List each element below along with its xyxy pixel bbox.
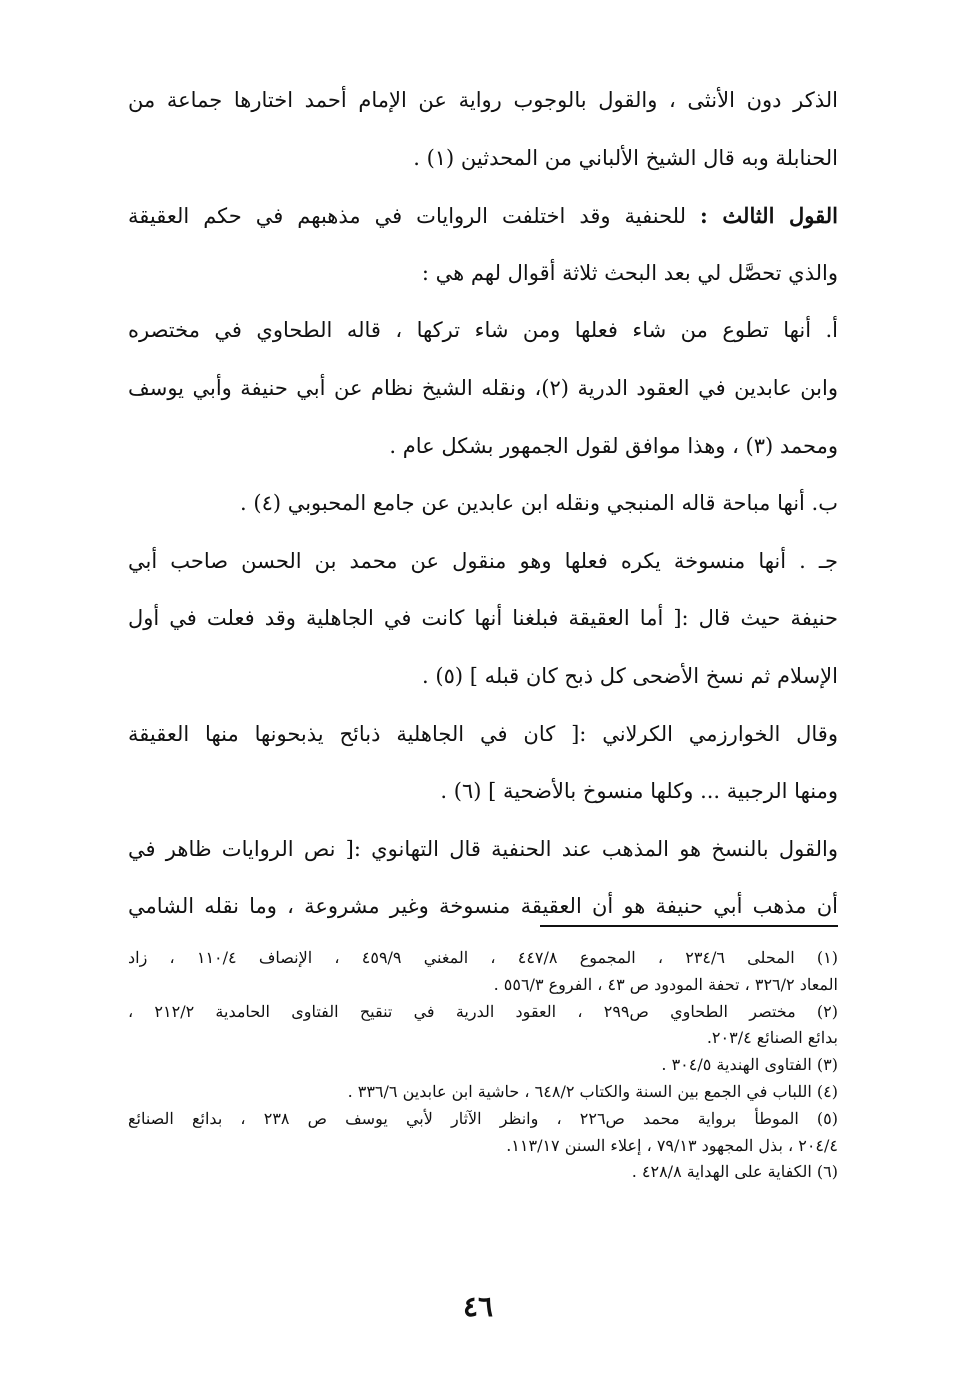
footnote-line-9: (٦) الكفاية على الهداية ٤٢٨/٨ . (631, 1162, 838, 1182)
footnote-line-3: (٢) مختصر الطحاوي ص٢٩٩ ، العقود الدرية في تنقيح الفتاوى الحامدية ٢١٢/٢ ، (128, 1001, 838, 1021)
footnotes (128, 945, 838, 1186)
text-line-7: ومحمد (٣) ، وهذا موافق لقول الجمهور بشكل عام . (389, 433, 838, 458)
text-line-11: الإسلام ثم نسخ الأضحى كل ذبح كان قبله ] (٥) . (422, 663, 838, 688)
text-line-2: الحنابلة وبه قال الشيخ الألباني من المحدثين (١) . (413, 145, 838, 170)
text-line-8: ب. أنها مباحة قاله المنبجي ونقله ابن عابدين عن جامع المحبوبي (٤) . (240, 491, 838, 516)
footnote-line-8: ٢٠٤/٤ ، بذل المجهود ٧٩/١٣ ، إعلاء السنن ١١٣/١٧. (506, 1135, 838, 1155)
text-line-14: والقول بالنسخ هو المذهب عند الحنفية قال التهانوي :[ نص الروايات ظاهر في (128, 836, 838, 861)
page-number: ٤٦ (462, 1290, 494, 1323)
footnote-line-1: (١) المحلى ٢٣٤/٦ ، المجموع ٤٤٧/٨ ، المغني ٤٥٩/٩ ، الإنصاف ١١٠/٤ ، زاد (128, 948, 838, 967)
main-text-body (128, 72, 838, 936)
footnote-line-7: (٥) الموطأ برواية محمد ص٢٢٦ ، وانظر الآثار لأبي يوسف ص ٢٣٨ ، بدائع الصنائع (128, 1108, 838, 1128)
footnote-divider (540, 925, 838, 927)
text-line-10: حنيفة حيث قال :[ أما العقيقة فبلغنا أنها كانت في الجاهلية وقد فعلت في أول (128, 606, 838, 631)
footnote-line-5: (٣) الفتاوى الهندية ٣٠٤/٥ . (661, 1055, 838, 1075)
text-line-1: الذكر دون الأنثى ، والقول بالوجوب رواية عن الإمام أحمد اختارها جماعة من (128, 88, 838, 112)
footnote-line-4: بدائع الصنائع ٢٠٣/٤. (706, 1028, 838, 1048)
text-line-6: وابن عابدين في العقود الدرية (٢)، ونقله الشيخ نظام عن أبي حنيفة وأبي يوسف (128, 375, 838, 400)
section-heading: القول الثالث : (700, 203, 838, 229)
text-line-3 (128, 187, 838, 245)
text-line-9: جـ . أنها منسوخة يكره فعلها وهو منقول عن محمد بن الحسن صاحب أبي (128, 548, 838, 573)
text-line-3-rest: للحنفية وقد اختلفت الروايات في مذهبهم في حكم العقيقة (128, 204, 687, 229)
footnote-line-2: المعاد ٣٢٦/٢ ، تحفة المودود ص ٤٣ ، الفروع ٥٥٦/٣ . (493, 974, 838, 994)
text-line-12: وقال الخوارزمي الكرلاني :[ كان في الجاهلية ذبائح يذبحونها منها العقيقة (128, 721, 838, 746)
text-line-5: أ. أنها تطوع من شاء فعلها ومن شاء تركها ، قاله الطحاوي في مختصره (128, 318, 838, 343)
text-line-4: والذي تحصَّل لي بعد البحث ثلاثة أقوال لهم هي : (421, 260, 838, 285)
text-line-13: ومنها الرجبية ... وكلها منسوخ بالأضحية ] (٦) . (440, 779, 838, 804)
text-line-15: أن مذهب أبي حنيفة هو أن العقيقة منسوخة وغير مشروعة ، وما نقله الشامي (128, 894, 838, 919)
footnote-line-6: (٤) اللباب في الجمع بين السنة والكتاب ٦٤٨/٢ ، حاشية ابن عابدين ٣٣٦/٦ . (347, 1081, 838, 1101)
